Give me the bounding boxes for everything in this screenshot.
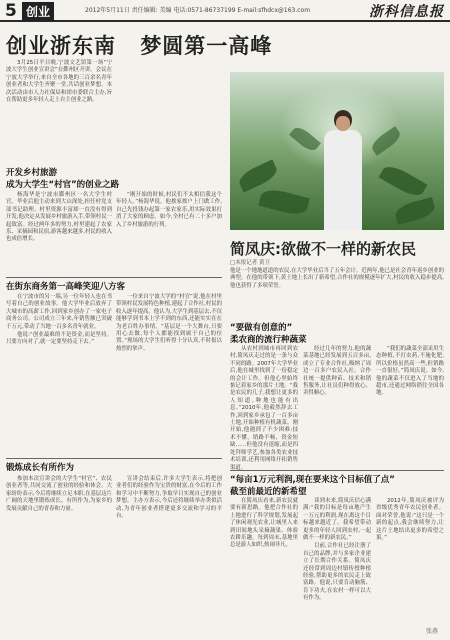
leaf-shape — [393, 197, 436, 225]
feature-lead: 他是一个地地道道的农民,在大学毕业后当了五年会计。近两年,他已是社会青年返乡创业的典型。在他的带领下,黄土地上长出了新希望,合作社的规模逐年扩大,村民的收入稳步提高,他也获得了多项荣誉。 — [230, 268, 444, 289]
leaf-shape — [379, 162, 428, 201]
feature-col-5 — [303, 498, 371, 622]
leaf-shape — [289, 124, 321, 154]
left-body-2b-paragraph: 他说:“创业最难的不是资金,而是坚持。只要方向对了,就一定要坚持走下去。” — [6, 332, 112, 346]
headline-part-2: 梦圆第一高峰 — [140, 34, 273, 58]
farmer-figure — [322, 110, 364, 230]
feature-col-3 — [376, 346, 444, 466]
left-body-3-paragraph: 参加本次宣讲会的大学生“村官”、农民创业者等,共同交流了创业的经验和体会。大家纷纷表示,今后将继续立足本职,在基层这片广阔的天地里锻炼成长、有所作为,为家乡的发展贡献自己的青春和力量。 — [6, 476, 112, 512]
feature-subhead-1: “要做有创意的” — [230, 323, 293, 333]
feature-title: 简凤庆:欲做不一样的新农民 — [230, 240, 416, 258]
left-body-1 — [6, 192, 112, 272]
left-body-1b — [116, 192, 222, 272]
feature-col-2 — [303, 346, 371, 466]
leaf-shape — [258, 186, 310, 218]
middle-body — [116, 294, 222, 454]
middle-body-b-paragraph: 宣讲会结束后,许多大学生表示,将把创业者们的经验作为宝贵的财富,在今后的工作和学习中不断努力,争取早日实现自己的创业梦想。主办方表示,今后还将继续举办类似活动,为青年创业者搭建更多交流和学习的平台。 — [116, 476, 222, 520]
feature-body-1c: “我们的蔬菜全部采用生态种植,不打农药,不施化肥,所以价格虽然高一些,但销路一直很好。”简凤庆说。如今,他的蔬菜不仅进入了当地的超市,还通过网络销往全国各地。 — [376, 346, 444, 397]
left-subhead-3: 锻炼成长有所作为 — [6, 463, 75, 473]
page-number: 5 — [5, 1, 17, 21]
divider — [6, 458, 222, 459]
farmer-photo — [230, 72, 444, 230]
leaf-shape — [369, 126, 403, 156]
feature-body-3: 目前,合作社已经注册了自己的品牌,并与多家企业建立了长期合作关系。简凤庆还经常到周边村镇传授种植经验,帮助更多的农民走上致富路。他说,只要肯动脑筋、肯下功夫,在农村一样可以大有作为。 — [303, 543, 371, 602]
headline-part-1: 创业浙东南 — [6, 34, 116, 58]
left-subhead-2: 在街东商务第一高峰笑迎八方客 — [6, 282, 126, 292]
left-intro — [6, 60, 112, 160]
left-body-2 — [6, 294, 112, 454]
editor-signature: 张燕 — [425, 628, 438, 635]
feature-body-3b: 2012年,简凤庆被评为省级优秀青年农民创业者。面对荣誉,他说:“这只是一个新的起点,我会继续努力,让这片土地结出更多的希望之果。” — [376, 498, 444, 542]
divider — [6, 277, 222, 278]
shirt-shape — [324, 130, 362, 230]
feature-byline: □本报记者 黄卫 — [230, 260, 270, 266]
feature-subhead-2b: 截至前最近的新希望 — [230, 487, 307, 497]
divider — [230, 470, 444, 471]
left-body-2-paragraph: 在宁波市的另一端,另一位年轻人也在书写着自己的创业故事。他大学毕业后放弃了大城市的高薪工作,回到家乡创办了一家电子商务公司。公司成立三年来,年销售额已突破千万元,带动了当地一百多名青年就业。 — [6, 294, 112, 330]
left-subhead-1b: 成为大学生“村官”的创业之路 — [6, 180, 120, 190]
feature-col-1 — [230, 346, 298, 471]
page-headline — [6, 30, 288, 60]
masthead — [0, 0, 450, 22]
feature-body-1b: 经过几年的努力,他的蔬菜基地已经发展到五百多亩,成立了专业合作社,吸纳了周边一百多户农民入社。合作社统一提供种苗、技术和销售服务,让社员们种得放心、卖得顺心。 — [303, 346, 371, 397]
left-body-3 — [6, 476, 112, 626]
section-label: 创业 — [22, 2, 54, 21]
left-subhead-1: 开发乡村旅游 — [6, 168, 58, 178]
left-body-1b-paragraph: “刚开始的时候,村民们不太相信我这个年轻人。”杨海华说。他挨家挨户上门做工作,自己先投钱办起第一家农家乐,用实际效果打消了大家的顾虑。如今,全村已有二十多户加入了乡村旅游的行列。 — [116, 192, 222, 228]
feature-body-2: 在简凤庆看来,新农民就要有新思路。他把合作社的土地进行了科学规划,发展起了休闲观光农业,让城里人来到田间地头采摘蔬果、体验农耕乐趣。每到周末,基地里总是游人如织,热闹非凡。 — [230, 498, 298, 549]
masthead-meta: 2012年5月11日 责任编辑: 美编 电话:0571-86737199 E-mail:sfhdcx@163.com — [85, 7, 311, 14]
feature-col-4 — [230, 498, 298, 622]
feature-col-6 — [376, 498, 444, 622]
feature-body-2b: 谈到未来,简凤庆信心满满:“我的目标是每亩地产生一万元的利润,现在离这个目标越来越近了。我希望带动更多的年轻人回到农村,一起做不一样的新农民。” — [303, 498, 371, 542]
newspaper-brand: 浙科信息报 — [369, 4, 444, 20]
feature-subhead-1b: 柔农商的流行种蔬菜 — [230, 335, 307, 345]
left-body-1-paragraph: 杨海华是宁波市鄞州区一名大学生村官。毕业后他主动来到大山深处,担任村党支部书记助理。村里资源丰富却一直没有得到开发,他决定从发展乡村旅游入手,带领村民一起致富。经过两年多的努力,村里建起了农家乐、采摘园和民宿,游客越来越多,村民的收入也成倍增长。 — [6, 192, 112, 243]
feature-subhead-2: “每亩1万元利润,现在要来这个目标值了点” — [230, 475, 395, 485]
middle-body-paragraph: 一位来自宁波大学的“村官”说,他在村里带领村民发展特色种植,建起了合作社,村民的收入逐年提高。他认为,大学生到基层去,不仅能够学到书本上学不到的东西,还能实实在在为老百姓办事情。“基层是一个大舞台,只要用心去做,每个人都能找到属于自己的位置。”现场的大学生们听得十分认真,不时报以热烈的掌声。 — [116, 294, 222, 352]
leaf-shape — [236, 159, 280, 192]
feature-body-1: 从农村到城市再回到农村,简凤庆走过的是一条与众不同的路。2007年大学毕业后,他在城里找到了一份稳定的会计工作。但他心里始终惦记着家乡的那片土地。“我是农民的儿子,我想让更多的人知道,种地也能有出息。”2010年,他毅然辞去工作,回到家乡承包了一百多亩土地,开始种植有机蔬菜。刚开始,他遇到了不少困难:技术不懂、销路不畅、资金短缺……但他没有退缩,而是四处拜师学艺,参加各类农业技术培训,还利用网络开拓销售渠道。 — [230, 346, 298, 471]
face-shape — [336, 116, 350, 131]
intro-paragraph: 3月25日平日晚,宁波文艺馆第一场“宁波大学生创业宣讲会”在鄞州区开讲。会议在宁波大学举行,来自全市各地的三百余名青年创业者和大学生齐聚一堂,共话创业梦想。本次活动由市人力社保局和团市委联合主办,旨在帮助更多年轻人走上自主创业之路。 — [6, 60, 112, 104]
middle-body-b — [116, 476, 222, 626]
